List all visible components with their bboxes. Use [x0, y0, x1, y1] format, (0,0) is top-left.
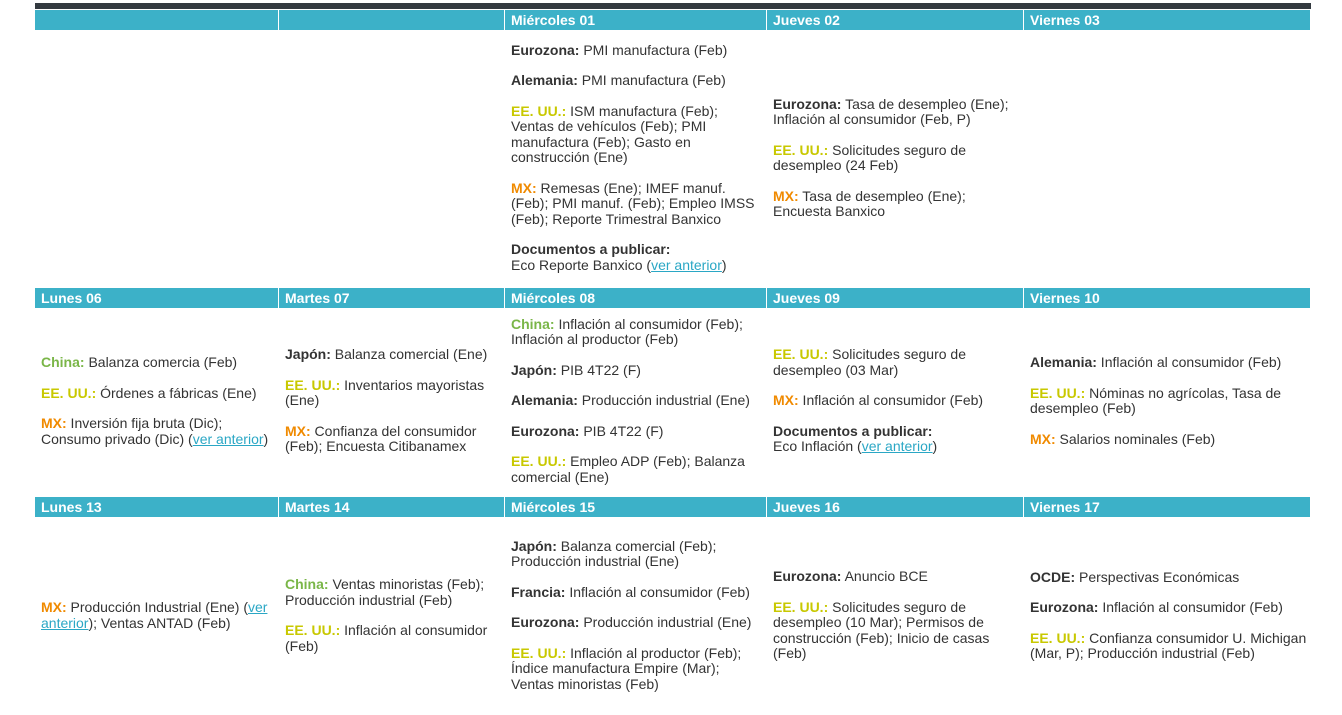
event-text: PIB 4T22 (F): [579, 422, 664, 439]
event-text: Solicitudes seguro de desempleo (03 Mar): [773, 346, 966, 378]
event-item: [773, 347, 1020, 378]
event-text: Ventas minoristas (Feb); Producción industrial (Feb): [285, 576, 485, 608]
ver-anterior-link[interactable]: ver anterior: [861, 438, 933, 455]
event-item: [1030, 432, 1307, 448]
event-region: China:: [511, 315, 555, 332]
event-region: EE. UU.:: [285, 376, 341, 393]
event-region: MX:: [41, 415, 67, 431]
event-text: Remesas (Ene); IMEF manuf. (Feb); PMI manuf. (Feb); Empleo IMSS (Feb); Reporte Trimestral Banxico: [511, 179, 755, 227]
event-region: Eurozona:: [511, 614, 580, 631]
event-item: [41, 416, 275, 447]
event-region: MX:: [773, 187, 799, 204]
event-text: Perspectivas Económicas: [1075, 568, 1240, 585]
event-text: Órdenes a fábricas (Ene): [96, 384, 257, 401]
event-region: Eurozona:: [773, 95, 842, 112]
day-header: [279, 10, 505, 30]
day-header: Jueves 02: [767, 10, 1024, 30]
event-item: [511, 615, 763, 631]
day-header: Viernes 10: [1024, 288, 1311, 308]
event-region: China:: [285, 576, 329, 592]
event-item: [773, 569, 1020, 585]
day-header: [35, 10, 279, 30]
day-header: Miércoles 08: [505, 288, 767, 308]
event-text: Anuncio BCE: [841, 568, 928, 585]
event-text: Producción industrial (Ene): [577, 392, 750, 409]
day-header: Martes 14: [279, 497, 505, 517]
day-header: Viernes 03: [1024, 10, 1311, 30]
event-item: [511, 73, 763, 89]
event-item: [511, 393, 763, 409]
event-region: MX:: [285, 422, 311, 439]
day-header: Lunes 06: [35, 288, 279, 308]
event-region: EE. UU.:: [1030, 384, 1086, 401]
event-text: Inflación al consumidor (Feb): [1098, 599, 1283, 615]
event-region: Eurozona:: [511, 422, 580, 439]
event-item: [511, 539, 763, 570]
event-region: EE. UU.:: [511, 644, 567, 661]
day-cell: [279, 30, 505, 286]
day-cell: [505, 517, 767, 714]
day-cell: [505, 30, 767, 286]
event-region: EE. UU.:: [285, 622, 341, 638]
event-item: [511, 317, 763, 348]
day-cell: [1024, 517, 1311, 714]
day-cell: [767, 517, 1024, 714]
event-item: [1030, 631, 1307, 662]
event-text: Empleo ADP (Feb); Balanza comercial (Ene): [511, 453, 745, 485]
event-item: [1030, 355, 1307, 371]
day-header: Miércoles 01: [505, 10, 767, 30]
event-text: Eco Reporte Banxico (: [511, 256, 652, 273]
event-text: PMI manufactura (Feb): [577, 72, 726, 89]
event-item: [1030, 386, 1307, 417]
day-cell: [35, 308, 279, 494]
event-item: [1030, 600, 1307, 616]
event-text: PMI manufactura (Feb): [579, 41, 728, 58]
event-text: Tasa de desempleo (Ene); Encuesta Banxico: [773, 187, 966, 219]
event-region: Alemania:: [511, 72, 578, 89]
event-item: [285, 577, 501, 608]
event-region: Japón:: [285, 346, 331, 363]
ver-anterior-link[interactable]: ver anterior: [192, 430, 264, 447]
event-text: Inflación al consumidor (Feb); Inflación al productor (Feb): [511, 315, 743, 348]
event-region: Eurozona:: [511, 41, 580, 58]
event-text: Nóminas no agrícolas, Tasa de desempleo (Feb): [1030, 384, 1282, 416]
event-item: [773, 143, 1020, 174]
event-region: MX:: [1030, 430, 1056, 447]
event-item: [285, 378, 501, 409]
event-text: Balanza comercial (Feb); Producción industrial (Ene): [511, 537, 717, 570]
event-region: EE. UU.:: [41, 384, 97, 401]
event-item: [773, 600, 1020, 662]
event-region: Documentos a publicar:: [773, 422, 933, 439]
event-item: [511, 43, 763, 59]
event-text: Producción industrial (Ene): [579, 614, 752, 631]
event-item: [511, 181, 763, 228]
event-region: Alemania:: [1030, 354, 1097, 370]
day-cell: [279, 308, 505, 494]
event-text-suffix: ); Ventas ANTAD (Feb): [88, 614, 231, 631]
event-item: [773, 189, 1020, 220]
event-item: [511, 646, 763, 693]
event-text: Producción Industrial (Ene) (: [66, 599, 248, 615]
event-region: EE. UU.:: [511, 453, 567, 470]
day-header: Martes 07: [279, 288, 505, 308]
event-region: Alemania:: [511, 392, 578, 409]
event-text: Tasa de desempleo (Ene); Inflación al consumidor (Feb, P): [773, 95, 1009, 127]
event-text: Balanza comercia (Feb): [84, 354, 238, 370]
event-region: OCDE:: [1030, 568, 1076, 585]
event-region: EE. UU.:: [773, 346, 829, 363]
event-text: ISM manufactura (Feb); Ventas de vehículos (Feb); PMI manufactura (Feb); Gasto en construcción (Ene): [511, 102, 718, 166]
event-text: Inflación al consumidor (Feb): [1096, 354, 1282, 370]
event-item: [41, 600, 275, 631]
day-cell: [35, 517, 279, 714]
event-region: MX:: [773, 392, 799, 409]
day-cell: [279, 517, 505, 714]
event-item: [511, 585, 763, 601]
event-item: [773, 393, 1020, 409]
day-cell: [767, 30, 1024, 286]
event-region: China:: [41, 354, 85, 370]
event-item: [511, 104, 763, 166]
day-header: Jueves 16: [767, 497, 1024, 517]
event-item: [511, 242, 763, 273]
event-text-suffix: ): [721, 256, 727, 273]
day-header: Lunes 13: [35, 497, 279, 517]
day-cell: [1024, 30, 1311, 286]
event-text: Solicitudes seguro de desempleo (10 Mar); Permisos de construcción (Feb); Inicio de casas (Feb): [773, 598, 990, 662]
event-region: Eurozona:: [1030, 599, 1099, 615]
top-bar: [35, 3, 1311, 9]
event-text: Solicitudes seguro de desempleo (24 Feb): [773, 141, 966, 173]
day-cell: [767, 308, 1024, 494]
event-text: Balanza comercial (Ene): [330, 346, 488, 363]
day-cell: [1024, 308, 1311, 494]
event-text: PIB 4T22 (F): [556, 361, 641, 378]
event-region: MX:: [511, 179, 537, 196]
event-item: [511, 363, 763, 379]
day-header: Miércoles 15: [505, 497, 767, 517]
event-region: Francia:: [511, 583, 566, 600]
event-region: EE. UU.:: [773, 141, 829, 158]
event-region: Japón:: [511, 537, 557, 554]
day-header: Viernes 17: [1024, 497, 1311, 517]
event-item: [41, 386, 275, 402]
event-region: MX:: [41, 599, 67, 615]
event-region: Documentos a publicar:: [511, 241, 671, 258]
event-item: [285, 347, 501, 363]
event-text: Inflación al productor (Feb); Índice manufactura Empire (Mar); Ventas minoristas (Feb): [511, 644, 742, 692]
event-text: Salarios nominales (Feb): [1055, 430, 1216, 447]
day-cell: [505, 308, 767, 494]
event-region: EE. UU.:: [511, 102, 567, 119]
event-text-suffix: ): [263, 430, 269, 447]
event-item: [41, 355, 275, 371]
event-text: Confianza del consumidor (Feb); Encuesta Citibanamex: [285, 422, 477, 455]
event-region: Japón:: [511, 361, 557, 378]
event-item: [511, 424, 763, 440]
event-item: [285, 623, 501, 654]
event-item: [773, 424, 1020, 455]
event-text: Inflación al consumidor (Feb): [798, 392, 984, 409]
event-text: Inversión fija bruta (Dic); Consumo privado (Dic) (: [41, 415, 223, 447]
event-region: EE. UU.:: [773, 598, 829, 615]
event-text: Inflación al consumidor (Feb): [565, 583, 750, 600]
day-header: Jueves 09: [767, 288, 1024, 308]
ver-anterior-link[interactable]: ver anterior: [41, 599, 268, 631]
event-item: [511, 454, 763, 485]
event-text-suffix: ): [932, 438, 938, 455]
event-item: [1030, 570, 1307, 586]
event-text: Confianza consumidor U. Michigan (Mar, P); Producción industrial (Feb): [1030, 629, 1307, 661]
ver-anterior-link[interactable]: ver anterior: [651, 256, 722, 273]
event-text: Eco Inflación (: [773, 438, 862, 455]
day-cell: [35, 30, 279, 286]
event-text: Inflación al consumidor (Feb): [285, 622, 488, 654]
event-region: EE. UU.:: [1030, 629, 1086, 646]
event-item: [285, 424, 501, 455]
event-text: Inventarios mayoristas (Ene): [285, 376, 485, 409]
event-region: Eurozona:: [773, 568, 842, 585]
event-item: [773, 97, 1020, 128]
